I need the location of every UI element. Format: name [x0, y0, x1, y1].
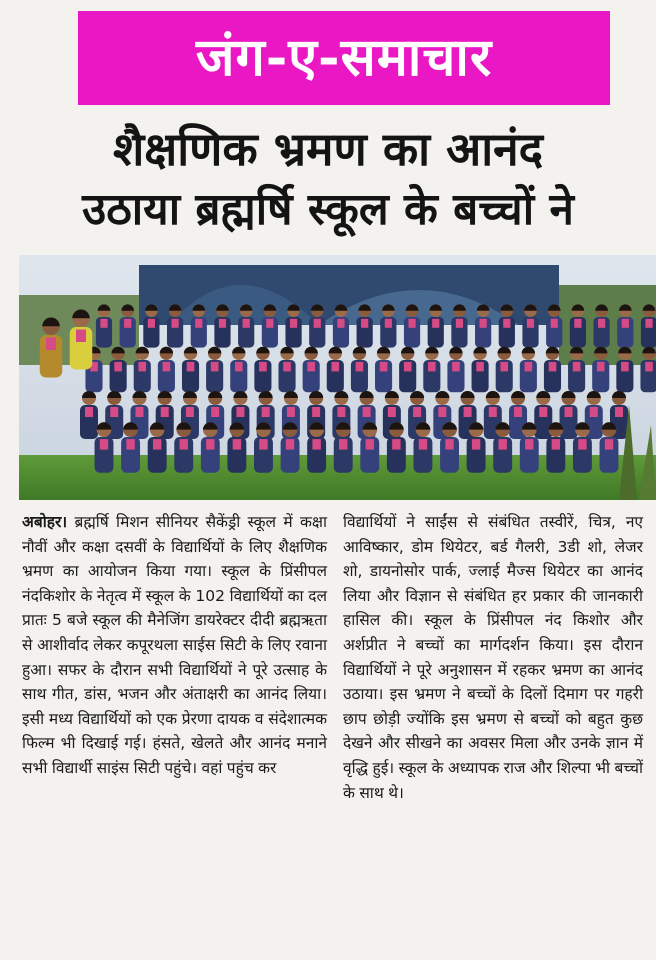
student-figure — [334, 422, 353, 472]
student-figure — [387, 422, 406, 472]
student-figure — [121, 422, 140, 472]
student-figure — [440, 422, 459, 472]
student-figure — [278, 347, 295, 393]
student-figure — [380, 304, 396, 347]
student-figure — [546, 304, 562, 347]
student-figure — [360, 422, 379, 472]
student-figure — [120, 304, 136, 347]
student-figure — [428, 304, 444, 347]
student-figure — [206, 347, 223, 393]
student-figure — [544, 347, 561, 393]
student-figure — [472, 347, 489, 393]
article-headline — [0, 118, 656, 240]
student-figure — [467, 422, 486, 472]
student-figure — [174, 422, 193, 472]
student-figure — [158, 347, 175, 393]
student-figure — [600, 422, 619, 472]
student-figure — [423, 347, 440, 393]
student-figure — [230, 347, 247, 393]
student-figure — [227, 422, 246, 472]
student-figure — [522, 304, 538, 347]
student-figure — [617, 304, 633, 347]
student-figure — [254, 422, 273, 472]
masthead-title: जंग-ए-समाचार — [195, 27, 493, 88]
student-figure — [191, 304, 207, 347]
student-figure — [182, 347, 199, 393]
student-figure — [303, 347, 320, 393]
headline-line-1: शैक्षणिक भ्रमण का आनंद — [112, 122, 544, 176]
group-photo — [19, 255, 656, 500]
student-figure — [307, 422, 326, 472]
student-figure — [573, 422, 592, 472]
student-figure — [40, 318, 63, 378]
student-figure — [413, 422, 432, 472]
student-figure — [499, 304, 515, 347]
headline-line-2: उठाया ब्रह्मर्षि स्कूल के बच्चों ने — [82, 184, 574, 235]
student-figure — [447, 347, 464, 393]
student-figure — [351, 347, 368, 393]
student-figure — [134, 347, 151, 393]
student-figure — [594, 304, 610, 347]
student-figure — [546, 422, 565, 472]
student-figure — [285, 304, 301, 347]
article-dateline: अबोहर। — [22, 513, 68, 531]
student-figure — [493, 422, 512, 472]
student-figure — [309, 304, 325, 347]
student-figure — [568, 347, 585, 393]
student-figure — [475, 304, 491, 347]
student-figure — [451, 304, 467, 347]
student-figure — [327, 347, 344, 393]
student-figure — [357, 304, 373, 347]
student-figure — [96, 304, 112, 347]
article-column-2 — [343, 510, 643, 805]
student-figure — [201, 422, 220, 472]
masthead-banner — [78, 11, 610, 105]
article-body-col2: विद्यार्थियों ने साईंस से संबंधित तस्वीरें, चित्र, नए आविष्कार, डोम थियेटर, बर्ड गैलरी, 3डी शो, लेजर शो, डायनोसोर पार्क, ज्लाई मैज्स थियेटर का आनंद लिया और विज्ञान से संबंधित हर प्रकार की जानकारी हासिल की। स्कूल के प्रिंसीपल नंद किशोर और अर्शप्रीत ने बच्चों का मार्गदर्शन किया। इस दौरान विद्यार्थियों ने पूरे अनुशासन में रहकर भ्रमण का आनंद उठाया। इस भ्रमण ने बच्चों के दिलों दिमाग पर गहरी छाप छोड़ी ज्योंकि इस भ्रमण से बच्चों को बहुत कुछ देखने और सीखने का अवसर मिला और उनके ज्ञान में वृद्धि हुई। स्कूल के अध्यापक राज और शिल्पा भी बच्चों के साथ थे। — [343, 513, 643, 802]
student-figure — [640, 347, 656, 393]
student-figure — [616, 347, 633, 393]
student-figure — [520, 422, 539, 472]
student-figure — [254, 347, 271, 393]
student-figure — [148, 422, 167, 472]
student-figure — [520, 347, 537, 393]
student-figure — [110, 347, 127, 393]
student-figure — [70, 310, 93, 370]
student-figure — [80, 391, 98, 439]
student-figure — [375, 347, 392, 393]
student-figure — [214, 304, 230, 347]
group-photo-illustration — [19, 255, 656, 500]
student-figure — [281, 422, 300, 472]
student-figure — [95, 422, 114, 472]
student-figure — [167, 304, 183, 347]
article-column-1 — [22, 510, 327, 781]
student-figure — [143, 304, 159, 347]
student-figure — [404, 304, 420, 347]
student-figure — [399, 347, 416, 393]
student-figure — [496, 347, 513, 393]
student-figure — [592, 347, 609, 393]
student-figure — [641, 304, 656, 347]
student-figure — [238, 304, 254, 347]
student-figure — [262, 304, 278, 347]
student-figure — [333, 304, 349, 347]
student-figure — [570, 304, 586, 347]
article-body-col1: ब्रह्मर्षि मिशन सीनियर सैकेंड्री स्कूल में कक्षा नौवीं और कक्षा दसवीं के विद्यार्थियों के लिए शैक्षणिक भ्रमण का आयोजन किया गया। स्कूल के प्रिंसीपल नंदकिशोर के नेतृत्व में स्कूल के 102 विद्यार्थियों का दल प्रातः 5 बजे स्कूल की मैनेजिंग डायरेक्टर दीदी ब्रह्मऋता से आशीर्वाद लेकर कपूरथला साईस सिटी के लिए रवाना हुआ। सफर के दौरान सभी विद्यार्थियों ने पूरे उत्साह के साथ गीत, डांस, भजन और अंताक्षरी का आनंद लिया। इसी मध्य विद्यार्थियों को एक प्रेरणा दायक व संदेशात्मक फिल्म भी दिखाई गई। हंसते, खेलते और आनंद मनाने सभी विद्यार्थी साइंस सिटी पहुंचे। वहां पहुंच कर — [22, 513, 327, 777]
